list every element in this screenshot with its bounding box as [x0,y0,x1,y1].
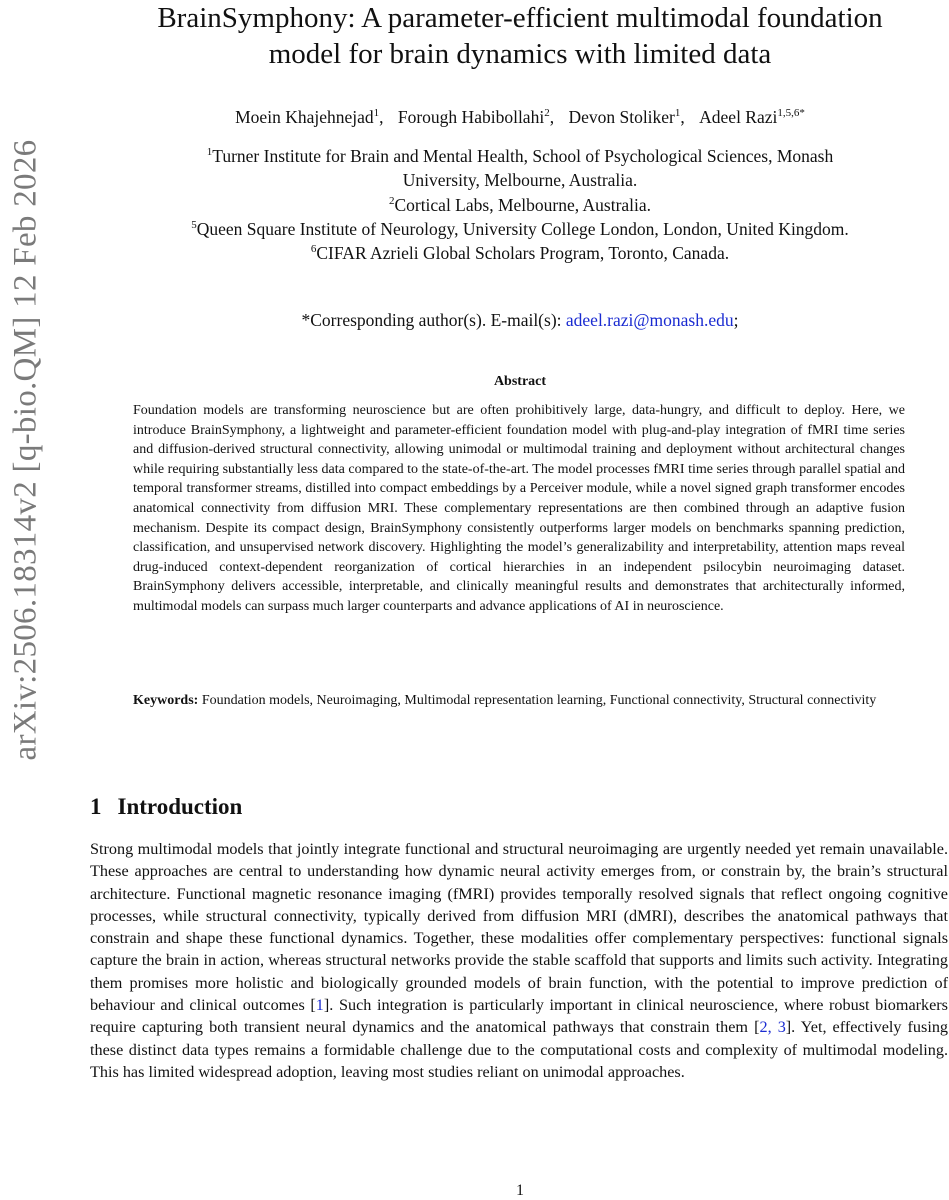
arxiv-identifier-stamp [0,0,48,900]
corresponding-author: *Corresponding author(s). E-mail(s): adeel.razi@monash.edu; [301,310,739,330]
author: Forough Habibollahi$^2$, [397,107,555,127]
affiliation-1-continued: University, Melbourne, Australia. [402,170,638,190]
affiliation-1: $^1$Turner Institute for Brain and Mental Health, School of Psychological Sciences, Monash [206,146,834,166]
abstract-body: Foundation models are transforming neuroscience but are often prohibitively large, data-hungry, and difficult to deploy. Here, we introduce BrainSymphony, a lightweight and parameter-efficient foundation model with plug-and-play integration of fMRI time series and diffusion-derived structural connectivity, allowing unimodal or multimodal training and deployment without architectural changes while requiring substantially less data compared to the state-of-the-art. The model processes fMRI time series through parallel spatial and temporal transformer streams, distilled into compact embeddings by a Perceiver module, while a novel signed graph transformer encodes anatomical connectivity from diffusion MRI. These complementary representations are then combined through an adaptive fusion mechanism. Despite its compact design, BrainSymphony consistently outperforms larger models on benchmarks spanning prediction, classification, and unsupervised network discovery. Highlighting the model’s generalizability and interpretability, attention maps reveal drug-induced context-dependent reorganization of cortical hierarchies in an independent psilocybin neuroimaging dataset. BrainSymphony delivers accessible, interpretable, and clinically meaningful results and demonstrates that architecturally informed, multimodal models can surpass much larger counterparts and advance applications of AI in neuroscience. [133,403,905,614]
section-heading [90,794,242,820]
section-title: Introduction [117,794,243,819]
citation-link[interactable]: 1 [315,996,324,1015]
affiliation-2: $^2$Cortical Labs, Melbourne, Australia. [388,195,652,215]
section-number: 1 [90,794,102,819]
keywords-list: Foundation models, Neuroimaging, Multimodal representation learning, Functional connectivity, Structural connectivity [201,693,877,708]
keywords-label: Keywords: [133,693,199,708]
arxiv-id-text: arXiv:2506.18314v2 [q-bio.QM] 12 Feb 2026 [7,139,44,761]
affiliation-5: $^5$Queen Square Institute of Neurology, University College London, London, United Kingdom. [191,219,849,239]
keywords [133,691,905,711]
citation-link[interactable]: 2, 3 [759,1018,786,1037]
paper-title-line-2: model for brain dynamics with limited data [268,38,772,70]
author: Adeel Razi$^{1,5,6*}$ [699,107,805,127]
author: Devon Stoliker$^1$, [568,107,685,127]
author: Moein Khajehnejad$^1$, [235,107,384,127]
page-number: 1 [516,1182,524,1199]
abstract-heading: Abstract [493,374,547,389]
email-link[interactable]: adeel.razi@monash.edu [565,310,734,330]
affiliation-6: $^6$CIFAR Azrieli Global Scholars Program, Toronto, Canada. [310,243,730,263]
author-list [90,106,949,128]
paper-title-line-1: BrainSymphony: A parameter-efficient multimodal foundation [157,2,883,34]
introduction-paragraph: Strong multimodal models that jointly integrate functional and structural neuroimaging are urgently needed yet remain unavailable. These approaches are central to understanding how dynamic neural activity emerges from, or constrain by, the brain’s structural architecture. Functional magnetic resonance imaging (fMRI) provides temporally resolved signals that reflect ongoing cognitive processes, while structural connectivity, typically derived from diffusion MRI (dMRI), describes the anatomical pathways that constrain and shape these functional dynamics. Together, these modalities offer complementary perspectives: functional signals capture the brain in action, whereas structural networks provide the stable scaffold that supports and limits such activity. Integrating them promises more holistic and biologically grounded models of brain function, with the potential to improve prediction of behaviour and clinical outcomes [1]. Such integration is particularly important in clinical neuroscience, where robust biomarkers require capturing both transient neural dynamics and the anatomical pathways that constrain them [2, 3]. Yet, effectively fusing these distinct data types remains a formidable challenge due to the computational costs and complexity of multimodal modeling. This has limited widespread adoption, leaving most studies reliant on unimodal approaches. [90,840,949,1081]
